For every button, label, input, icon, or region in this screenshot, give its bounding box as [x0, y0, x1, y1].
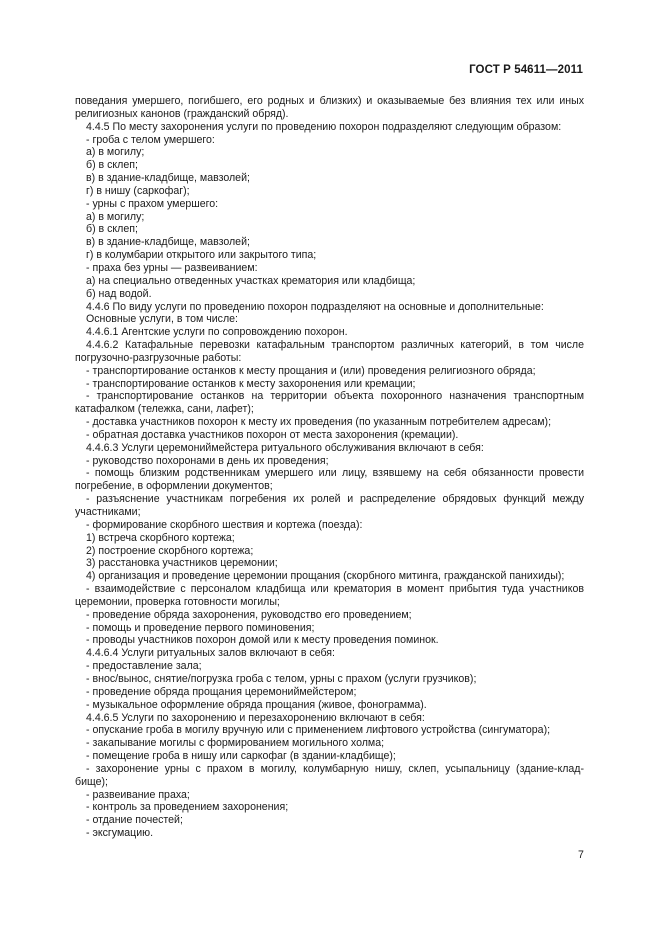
page-number: 7 — [578, 849, 584, 861]
text-line: г) в колумбарии открытого или закрытого типа; — [86, 249, 317, 262]
text-line: 4.4.6 По виду услуги по проведению похорон подразделяют на основные и дополнительные: — [86, 300, 544, 313]
text-line: а) в могилу; — [86, 146, 145, 159]
text-line: религиозных канонов (гражданский обряд). — [75, 107, 289, 120]
text-line: бище); — [75, 775, 108, 788]
text-line: - помещение гроба в нишу или саркофаг (в здании-кладбище); — [86, 750, 396, 763]
text-line: - формирование скорбного шествия и кортежа (поезда): — [86, 518, 363, 531]
text-line: - доставка участников похорон к месту их проведения (по указанным потребителем адресам); — [86, 416, 552, 429]
text-line: - транспортирование останков к месту прощания и (или) проведения религиозного обряда; — [86, 364, 536, 377]
text-line: 4.4.6.4 Услуги ритуальных залов включают в себя: — [86, 647, 335, 660]
text-line: погребение, в оформлении документов; — [75, 480, 273, 493]
text-line: - проведение обряда захоронения, руководство его проведением; — [86, 608, 412, 621]
text-line: - взаимодействие с персоналом кладбища или крематория в момент прибытия туда участников — [86, 583, 584, 596]
text-line: погрузочно-разгрузочные работы: — [75, 351, 242, 364]
text-line: а) в могилу; — [86, 210, 145, 223]
text-line: церемонии, проверка готовности могилы; — [75, 595, 280, 608]
text-line: - контроль за проведением захоронения; — [86, 801, 289, 814]
text-line: - закапывание могилы с формированием могильного холма; — [86, 737, 385, 750]
text-line: б) над водой. — [86, 287, 152, 300]
text-line: 4) организация и проведение церемонии прощания (скорбного митинга, гражданской панихиды); — [86, 570, 565, 583]
text-line: - разъяснение участникам погребения их ролей и распределение обрядовых функций между — [86, 493, 584, 506]
text-line: катафалком (тележка, сани, лафет); — [75, 403, 254, 416]
text-line: - проведение обряда прощания церемониймейстером; — [86, 685, 357, 698]
text-line: - музыкальное оформление обряда прощания (живое, фонограмма). — [86, 698, 427, 711]
text-line: 4.4.5 По месту захоронения услуги по проведению похорон подразделяют следующим образом: — [86, 120, 562, 133]
text-line: Основные услуги, в том числе: — [86, 313, 239, 326]
text-line: - помощь и проведение первого поминовения; — [86, 621, 315, 634]
text-line: - транспортирование останков на территории объекта похоронного назначения транспортным — [86, 390, 584, 403]
text-line: б) в склеп; — [86, 223, 138, 236]
text-line: 3) расстановка участников церемонии; — [86, 557, 278, 570]
text-line: б) в склеп; — [86, 159, 138, 172]
text-line: - обратная доставка участников похорон от места захоронения (кремации). — [86, 428, 459, 441]
text-line: 4.4.6.1 Агентские услуги по сопровождению похорон. — [86, 326, 348, 339]
text-line: участниками; — [75, 506, 141, 518]
text-line: в) в здание-кладбище, мавзолей; — [86, 172, 250, 185]
text-line: - транспортирование останков к месту захоронения или кремации; — [86, 377, 416, 390]
text-line: 4.4.6.2 Катафальные перевозки катафальным транспортом различных категорий, в том числе — [86, 339, 584, 352]
text-line: 1) встреча скорбного кортежа; — [86, 531, 235, 544]
text-line: - захоронение урны с прахом в могилу, колумбарную нишу, склеп, усыпальницу (здание-клад- — [86, 762, 584, 775]
text-line: - предоставление зала; — [86, 660, 202, 673]
text-line: 4.4.6.3 Услуги церемониймейстера ритуального обслуживания включают в себя: — [86, 441, 484, 454]
text-line: г) в нишу (саркофаг); — [86, 184, 190, 197]
text-line: 4.4.6.5 Услуги по захоронению и перезахоронению включают в себя: — [86, 711, 425, 724]
text-line: - эксгумацию. — [86, 827, 154, 840]
text-line: - руководство похоронами в день их проведения; — [86, 454, 329, 467]
text-line: - развеивание праха; — [86, 788, 190, 801]
text-line: - урны с прахом умершего: — [86, 197, 219, 210]
text-line: - гроба с телом умершего: — [86, 133, 215, 146]
text-line: - проводы участников похорон домой или к месту проведения поминок. — [86, 634, 439, 647]
document-standard-id: ГОСТ Р 54611—2011 — [469, 64, 583, 76]
text-line: 2) построение скорбного кортежа; — [86, 544, 254, 557]
text-line: а) на специально отведенных участках крематория или кладбища; — [86, 274, 416, 287]
text-line: - опускание гроба в могилу вручную или с применением лифтового устройства (сингуматора); — [86, 724, 551, 737]
text-line: - отдание почестей; — [86, 814, 183, 827]
text-line: - помощь близким родственникам умершего или лицу, взявшему на себя обязанности провести — [86, 467, 584, 480]
text-line: в) в здание-кладбище, мавзолей; — [86, 236, 250, 249]
text-line: - внос/вынос, снятие/погрузка гроба с телом, урны с прахом (услуги грузчиков); — [86, 672, 477, 685]
document-body — [75, 95, 584, 840]
text-line: - праха без урны — развеиванием: — [86, 261, 258, 274]
text-line: поведания умершего, погибшего, его родных и близких) и оказываемые без влияния тех или иных — [75, 95, 584, 107]
